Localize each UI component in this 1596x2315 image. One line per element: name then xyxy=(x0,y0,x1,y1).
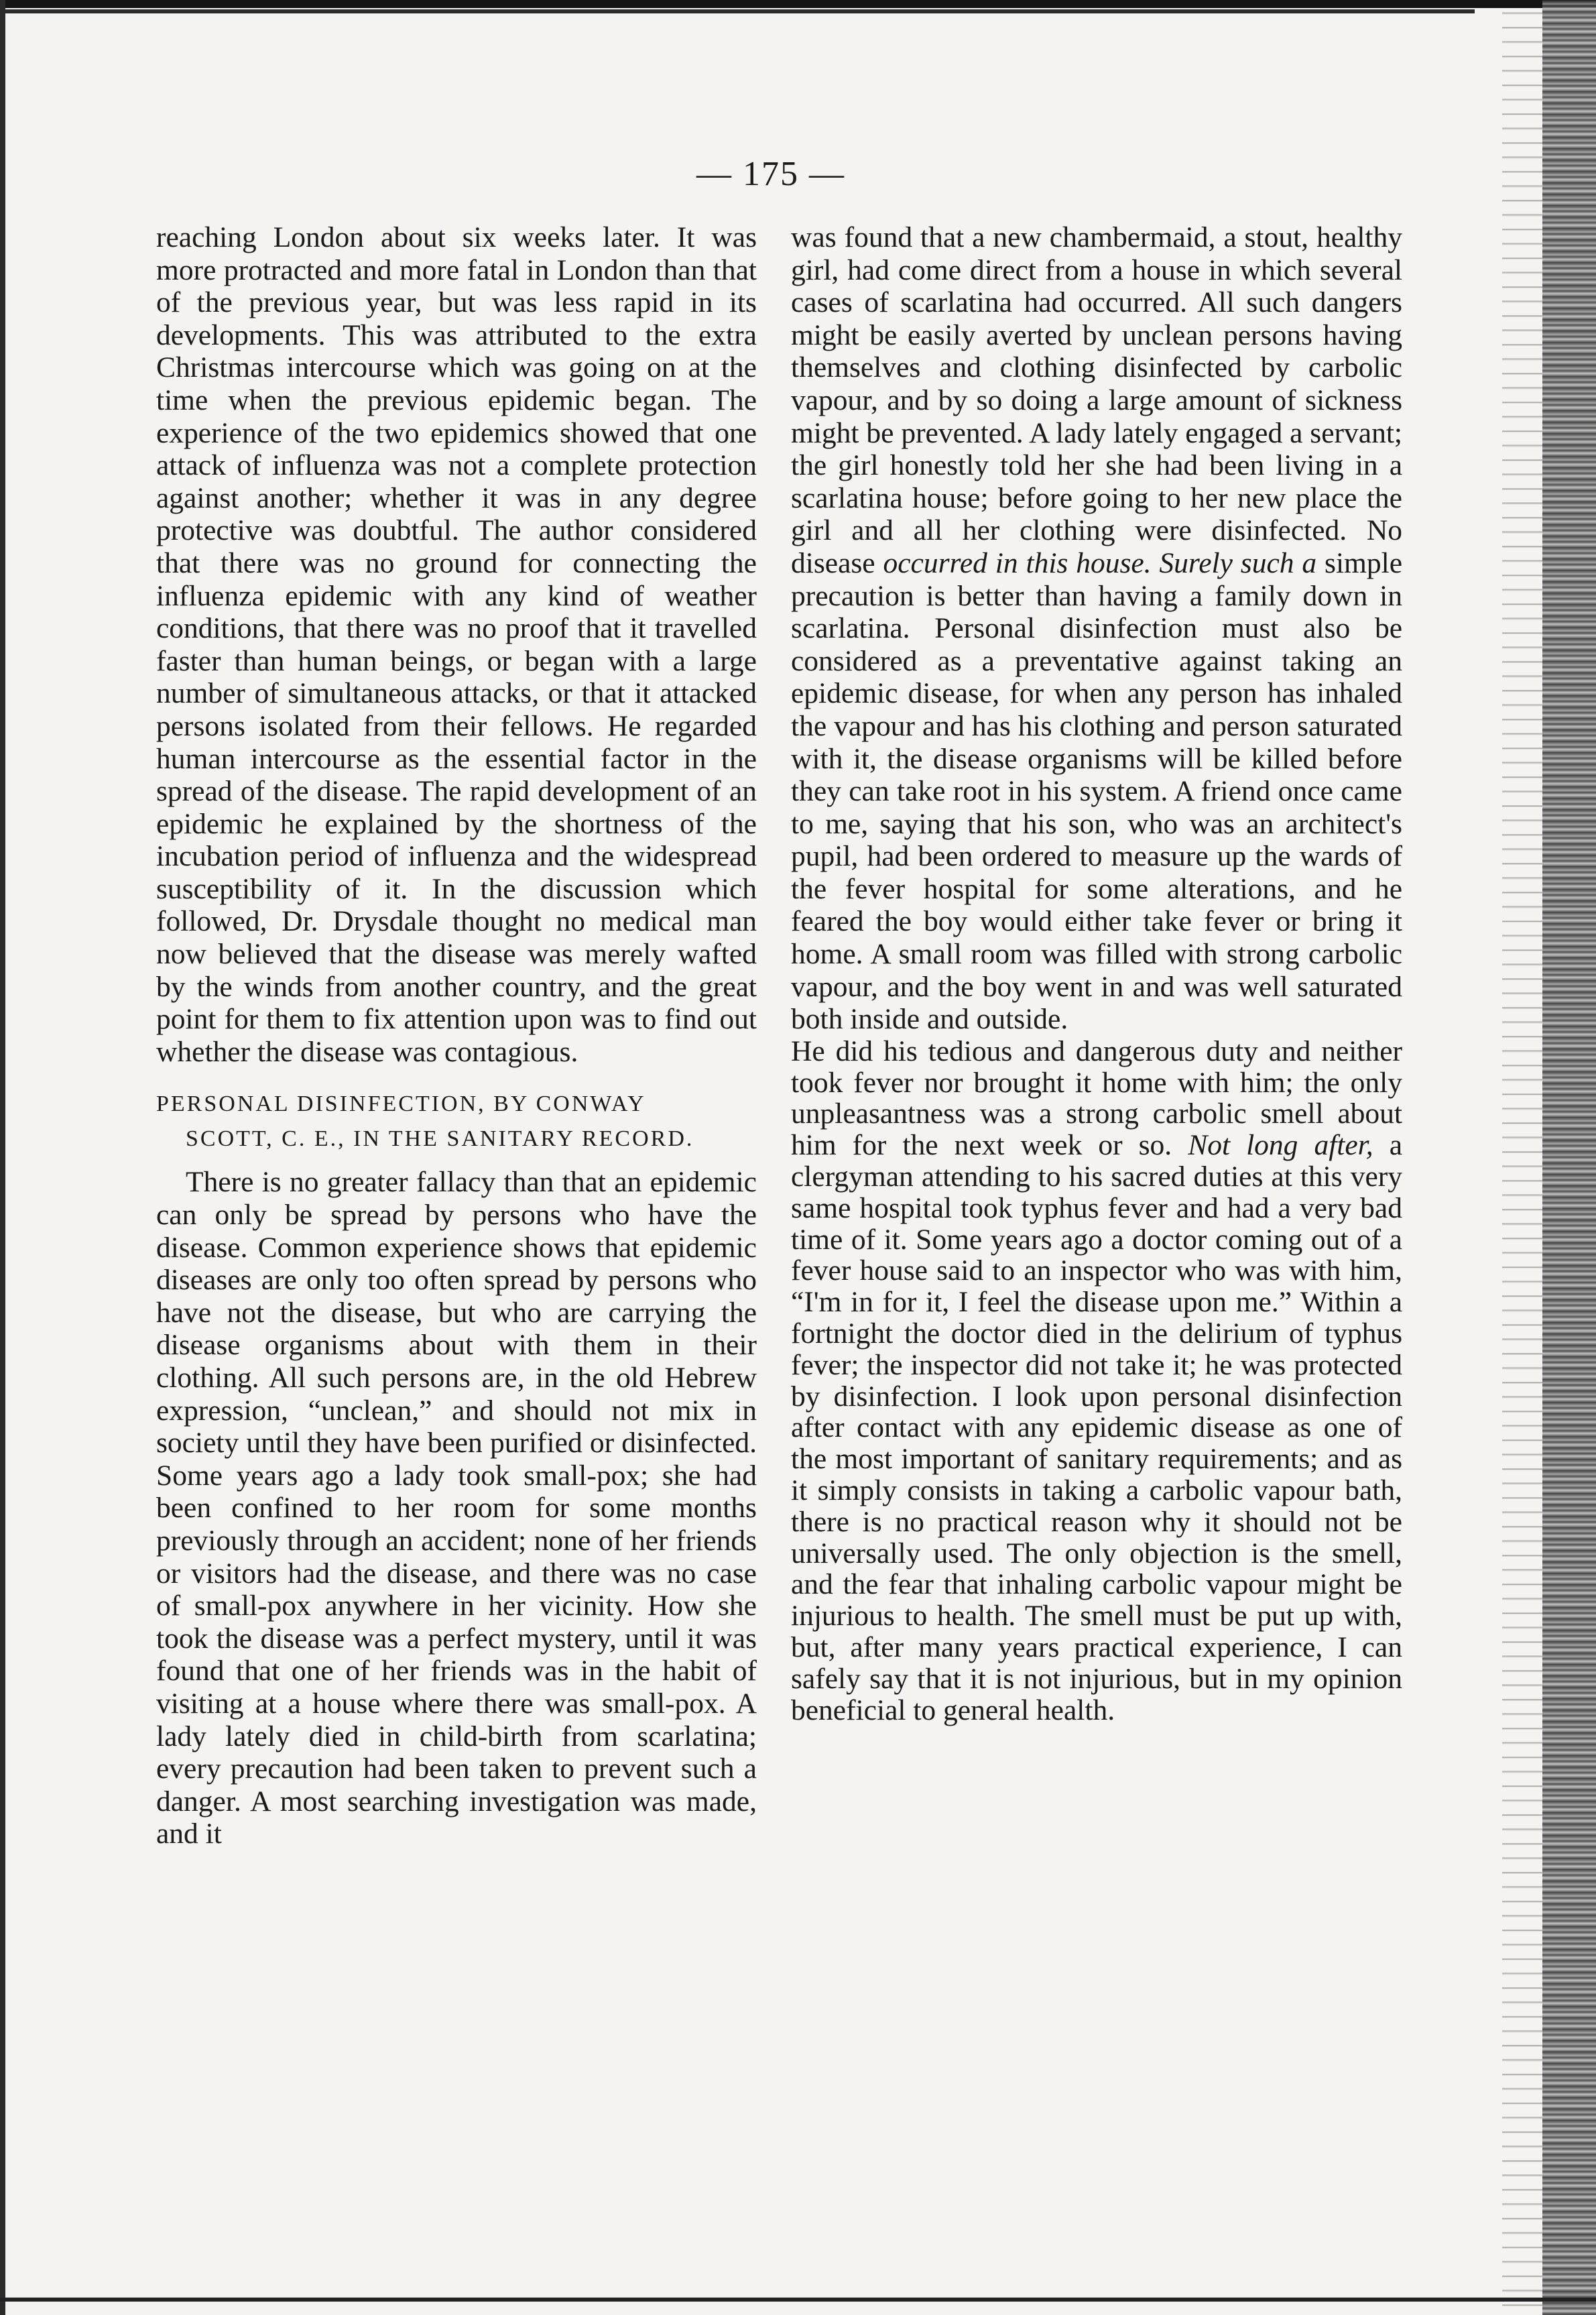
article-heading-line1: PERSONAL DISINFECTION, BY CONWAY xyxy=(156,1091,646,1117)
right-paragraph-2-italic: Not long after, xyxy=(1188,1129,1373,1162)
left-column xyxy=(156,221,757,1850)
right-paragraph-1-text-b: simple precaution is better than having a family down in scarlatina. Personal disinfection must also be considered as a preventative against taking an epidemic disease, for when any person has inhaled the vapour and has his clothing and person saturated with it, the disease organisms will be killed before they can take root in his system. A friend once came to me, saying that his son, who was an architect's pupil, had been ordered to measure up the wards of the fever hospital for some alterations, and he feared the boy would either take fever or bring it home. A small room was filled with strong carbolic vapour, and the boy went in and was well saturated both inside and outside. xyxy=(791,546,1403,1036)
binding-shadow xyxy=(1502,0,1542,2315)
top-border-secondary xyxy=(0,9,1475,13)
page-number: — 175 — xyxy=(696,155,845,193)
left-paragraph-article: There is no greater fallacy than that an epidemic can only be spread by persons who have the disease. Common experience shows that epidemic diseases are only too often spread by persons who have not the disease, but who are carrying the disease organisms about with them in their clothing. All such persons are, in the old Hebrew expression, “unclean,” and should not mix in society until they have been purified or disinfected. Some years ago a lady took small-pox; she had been confined to her room for some months previously through an accident; none of her friends or visitors had the disease, and there was no case of small-pox anywhere in her vicinity. How she took the disease was a perfect mystery, until it was found that one of her friends was in the habit of visiting at a house where there was small-pox. A lady lately died in child-birth from scarlatina; every precaution had been taken to prevent such a danger. A most searching investigation was made, and it xyxy=(156,1166,757,1850)
left-page-edge xyxy=(0,0,5,2315)
right-paragraph-2-text-a: He did his tedious and dangerous duty and neither took fever nor brought it home with him; the only unpleasantness was a strong carbolic smell about him for the next week or so. xyxy=(791,1034,1402,1162)
article-heading xyxy=(156,1087,757,1156)
right-paragraph-1-text-a: was found that a new chambermaid, a stout, healthy girl, had come direct from a house in which several cases of scarlatina had occurred. All such dangers might be easily averted by unclean persons having themselves and clothing disinfected by carbolic vapour, and by so doing a large amount of sickness might be prevented. A lady lately engaged a servant; the girl honestly told her she had been living in a scarlatina house; before going to her new place the girl and all her clothing were disinfected. No disease xyxy=(791,221,1402,579)
article-heading-line2: SCOTT, C. E., IN THE SANITARY RECORD. xyxy=(186,1126,694,1152)
right-paragraph-1-italic: occurred in this house. Surely such a xyxy=(883,546,1317,579)
right-paragraph-2 xyxy=(791,1036,1402,1726)
left-paragraph-continuation: reaching London about six weeks later. It was more protracted and more fatal in London than that of the previous year, but was less rapid in its developments. This was attributed to the extra Christmas intercourse which was going on at the time when the previous epidemic began. The experience of the two epidemics showed that one attack of influenza was not a complete protection against another; whether it was in any degree protective was doubtful. The author considered that there was no ground for connecting the influenza epidemic with any kind of weather conditions, that there was no proof that it travelled faster than human beings, or began with a large number of simultaneous attacks, or that it attacked persons isolated from their fellows. He regarded human intercourse as the essential factor in the spread of the disease. The rapid development of an epidemic he explained by the shortness of the incubation period of influenza and the widespread susceptibility of it. In the discussion which followed, Dr. Drysdale thought no medical man now believed that the disease was merely wafted by the winds from another country, and the great point for them to fix attention upon was to find out whether the disease was contagious. xyxy=(156,221,757,1068)
right-paragraph-2-text-b: a clergyman attending to his sacred duties at this very same hospital took typhus fever and had a very bad time of it. Some years ago a doctor coming out of a fever house said to an inspector who was with him, “I'm in for it, I feel the disease upon me.” Within a fortnight the doctor died in the delirium of typhus fever; the inspector did not take it; he was protected by disinfection. I look upon personal disinfection after contact with any epidemic disease as one of the most important of sanitary requirements; and as it simply consists in taking a carbolic vapour bath, there is no practical reason why it should not be universally used. The only objection is the smell, and the fear that inhaling carbolic vapour might be injurious to health. The smell must be put up with, but, after many years practical experience, I can safely say that it is not injurious, but in my opinion beneficial to general health. xyxy=(791,1129,1402,1726)
right-column xyxy=(791,221,1402,1726)
right-page-edge xyxy=(1542,0,1596,2315)
right-paragraph-1 xyxy=(791,221,1402,1036)
bottom-border xyxy=(0,2298,1596,2302)
top-border xyxy=(0,0,1596,8)
